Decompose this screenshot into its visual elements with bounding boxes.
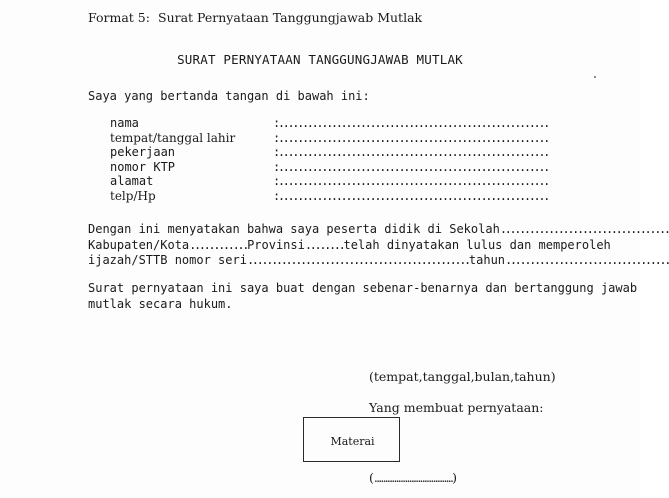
field-blank: :........................................................ — [273, 116, 549, 130]
field-blank: :........................................................ — [273, 174, 549, 189]
field-label: nomor KTP — [110, 159, 176, 174]
field-label: pekerjaan — [110, 145, 176, 160]
maker-label: Yang membuat pernyataan: — [369, 400, 544, 415]
identity-fields — [110, 116, 549, 204]
format-title: Surat Pernyataan Tanggungjawab Mutlak — [158, 10, 423, 25]
document-title: SURAT PERNYATAAN TANGGUNGJAWAB MUTLAK — [177, 52, 463, 67]
field-row-pekerjaan — [110, 145, 549, 160]
field-row-nomor-ktp — [110, 159, 549, 175]
stamp-label: Materai — [330, 435, 375, 448]
field-blank: :........................................................ — [273, 188, 549, 203]
scan-speck — [594, 76, 596, 78]
field-blank: :........................................................ — [273, 159, 549, 174]
place-date-line: (tempat,tanggal,bulan,tahun) — [369, 369, 556, 384]
field-label: nama — [110, 116, 139, 130]
field-row-nama — [110, 116, 549, 131]
field-label: tempat/tanggal lahir — [110, 130, 236, 145]
field-label: telp/Hp — [110, 188, 156, 203]
field-row-alamat — [110, 174, 549, 189]
signature-line: (....................................) — [369, 470, 458, 485]
field-blank: :........................................................ — [273, 130, 549, 145]
declaration-line-2: mutlak secara hukum. — [88, 297, 233, 311]
format-header — [88, 10, 422, 25]
declaration-line-1: Surat pernyataan ini saya buat dengan sebenar-benarnya dan bertanggung jawab — [88, 281, 638, 295]
statement-line-3: ijazah/STTB nomor seri..............................................tahun.................................. — [88, 253, 669, 267]
intro-text: Saya yang bertanda tangan di bawah ini: — [88, 89, 370, 103]
statement-line-2: Kabupaten/Kota............Provinsi........telah dinyatakan lulus dan memperoleh — [88, 238, 611, 252]
stamp-box — [303, 417, 400, 462]
field-label: alamat — [110, 174, 154, 189]
field-blank: :........................................................ — [273, 145, 549, 160]
field-row-tempat-tanggal-lahir — [110, 130, 549, 146]
field-row-telp-hp — [110, 188, 549, 204]
format-label: Format 5: — [88, 10, 150, 25]
statement-line-1: Dengan ini menyatakan bahwa saya peserta didik di Sekolah................................... — [88, 222, 669, 236]
